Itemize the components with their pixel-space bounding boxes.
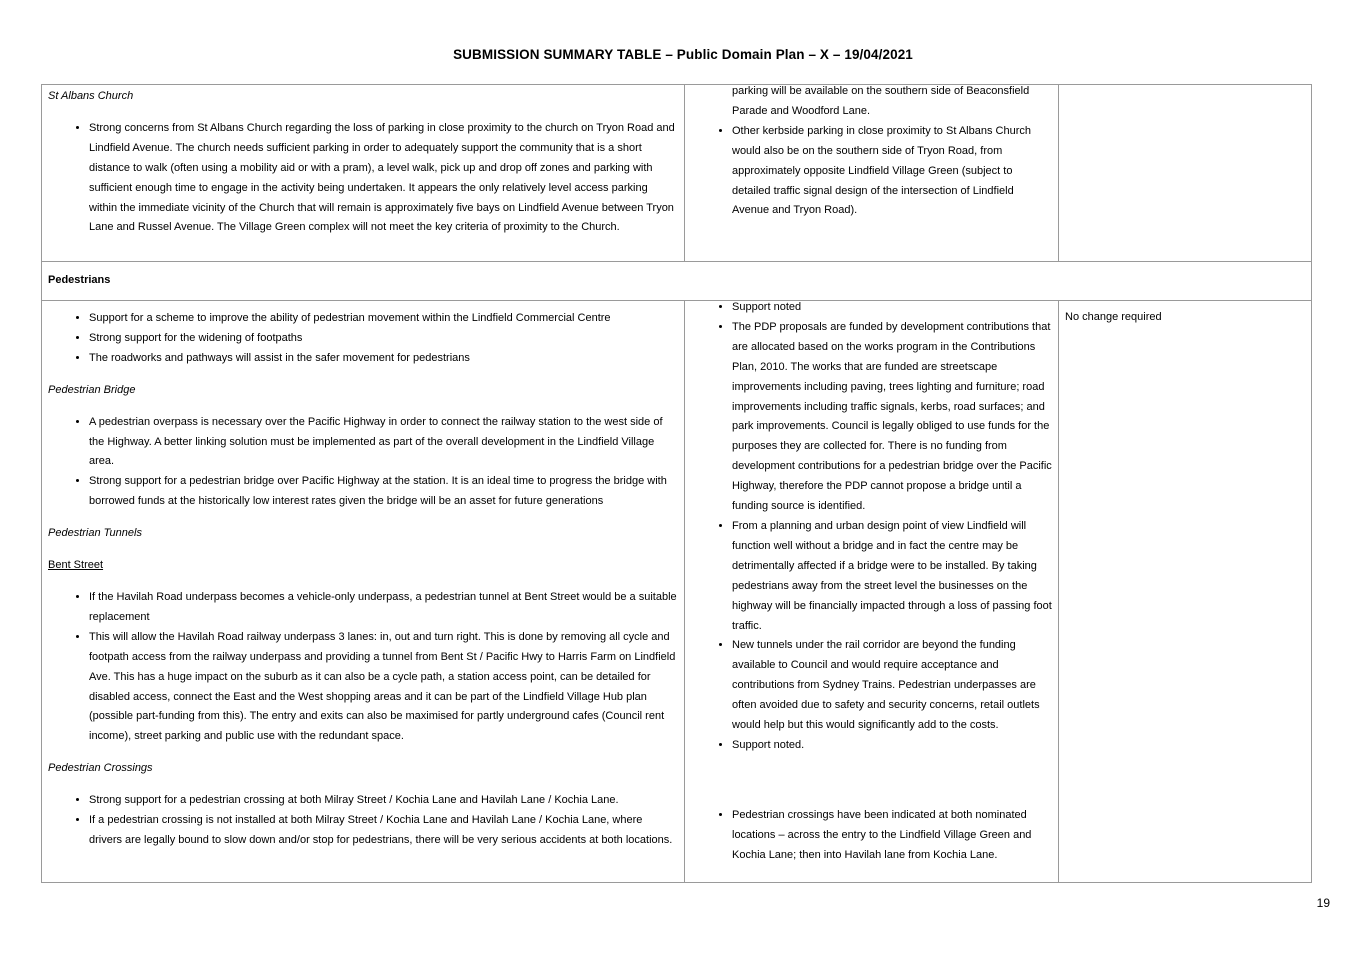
list-item: • Pedestrian crossings have been indicated at both nominated locations – across the entry to the Lindfield Village Green and Kochia Lane; then into Havilah lane from Kochia Lane. bbox=[732, 806, 1052, 866]
response-list bbox=[691, 122, 1052, 222]
list-item: • Strong support for the widening of footpaths bbox=[89, 329, 678, 349]
list-item: • The PDP proposals are funded by development contributions that are allocated based on the works program in the Contributions Plan, 2010. The works that are funded are streetscape improvements including paving, trees lighting and furniture; road improvements including traffic signals, kerbs, road surfaces; and park improvements. Council is legally obliged to use funds for the purposes they are collected for. There is no funding from development contributions for a pedestrian bridge over the Pacific Highway, therefore the PDP cannot propose a bridge until a funding source is identified. bbox=[732, 318, 1052, 517]
list-item: • If a pedestrian crossing is not installed at both Milray Street / Kochia Lane and Havilah Lane / Kochia Lane, where drivers are legally bound to slow down and/or stop for pedestrians, there will be very serious accidents at both locations. bbox=[89, 811, 678, 851]
page-number: 19 bbox=[1316, 896, 1330, 910]
table-row-st-albans bbox=[42, 85, 1312, 262]
submission-summary-table bbox=[41, 84, 1312, 883]
recommendation-cell bbox=[1059, 301, 1312, 883]
subheading-pedestrian-crossings: Pedestrian Crossings bbox=[48, 762, 153, 775]
list-item: • Strong concerns from St Albans Church regarding the loss of parking in close proximity to the church on Tryon Road and Lindfield Avenue. The church needs sufficient parking in order to adequately support the community that is a short distance to walk (often using a mobility aid or with a pram), a level walk, pick up and drop off zones and parking with sufficient enough time to engage in the activity being undertaken. It appears the only relatively level access parking within the immediate vicinity of the Church that will remain is approximately five bays on Lindfield Avenue between Tryon Lane and Russel Avenue. The Village Green complex will not meet the key criteria of proximity to the Church. bbox=[89, 119, 678, 238]
list-item: • This will allow the Havilah Road railway underpass 3 lanes: in, out and turn right. This is done by removing all cycle and footpath access from the railway underpass and providing a tunnel from Bent St / Pacific Hwy to Harris Farm on Lindfield Ave. This has a huge impact on the suburb as it can also be a cycle path, a station access point, can be detailed for disabled access, connect the East and the West shopping areas and it can be part of the Lindfield Village Hub plan (possible part-funding from this). The entry and exits can also be maximised for partly underground cafes (Council rent income), street parking and public use with the redundant space. bbox=[89, 628, 678, 747]
submission-cell bbox=[42, 301, 685, 883]
recommendation-text: No change required bbox=[1065, 311, 1162, 323]
submission-cell bbox=[42, 85, 685, 262]
list-item: • The roadworks and pathways will assist in the safer movement for pedestrians bbox=[89, 349, 678, 369]
list-item: • If the Havilah Road underpass becomes a vehicle-only underpass, a pedestrian tunnel at Bent Street would be a suitable replacement bbox=[89, 588, 678, 628]
list-item: • Support noted bbox=[732, 298, 1052, 318]
list-item: • From a planning and urban design point of view Lindfield will function well without a bridge and in fact the centre may be detrimentally affected if a bridge were to be installed. By taking pedestrians away from the street level the businesses on the highway will be financially impacted through a loss of passing foot traffic. bbox=[732, 517, 1052, 636]
subheading-bent-street: Bent Street bbox=[48, 559, 104, 572]
list-item: • Other kerbside parking in close proximity to St Albans Church would also be on the southern side of Tryon Road, from approximately opposite Lindfield Village Green (subject to detailed traffic signal design of the intersection of Lindfield Avenue and Tryon Road). bbox=[732, 122, 1052, 222]
response-list-crossings bbox=[691, 806, 1052, 866]
recommendation-cell bbox=[1059, 85, 1312, 262]
submission-list-general bbox=[48, 309, 678, 369]
list-item: • Strong support for a pedestrian bridge over Pacific Highway at the station. It is an ideal time to progress the bridge with borrowed funds at the historically low interest rates given the bridge will be an asset for future generations bbox=[89, 472, 678, 512]
submission-list-tunnels bbox=[48, 588, 678, 747]
response-list-continued bbox=[691, 82, 1052, 122]
subheading-pedestrian-bridge: Pedestrian Bridge bbox=[48, 383, 136, 396]
section-heading-pedestrians: Pedestrians bbox=[48, 274, 111, 286]
subheading-pedestrian-tunnels: Pedestrian Tunnels bbox=[48, 527, 142, 540]
list-item: parking will be available on the southern side of Beaconsfield Parade and Woodford Lane. bbox=[732, 85, 1030, 117]
list-item: • New tunnels under the rail corridor are beyond the funding available to Council and would require acceptance and contributions from Sydney Trains. Pedestrian underpasses are often avoided due to safety and security concerns, retail outlets would help but this would significantly add to the costs. bbox=[732, 636, 1052, 736]
submission-list-bridge bbox=[48, 413, 678, 513]
subheading-st-albans: St Albans Church bbox=[48, 90, 134, 102]
response-list bbox=[691, 298, 1052, 756]
list-item: • Support noted. bbox=[732, 736, 1052, 756]
list-item: • A pedestrian overpass is necessary over the Pacific Highway in order to connect the railway station to the west side of the Highway. A better linking solution must be implemented as part of the overall development in the Lindfield Village area. bbox=[89, 413, 678, 473]
section-header-cell bbox=[42, 262, 1312, 301]
page-title: SUBMISSION SUMMARY TABLE – Public Domain Plan – X – 19/04/2021 bbox=[453, 47, 913, 62]
list-item: • Strong support for a pedestrian crossing at both Milray Street / Kochia Lane and Havilah Lane / Kochia Lane. bbox=[89, 791, 678, 811]
response-cell bbox=[685, 85, 1059, 262]
table-row-pedestrians bbox=[42, 301, 1312, 883]
table-row-section-header bbox=[42, 262, 1312, 301]
submission-list bbox=[48, 119, 678, 238]
submission-list-crossings bbox=[48, 791, 678, 851]
list-item: • Support for a scheme to improve the ability of pedestrian movement within the Lindfield Commercial Centre bbox=[89, 309, 678, 329]
response-cell bbox=[685, 301, 1059, 883]
